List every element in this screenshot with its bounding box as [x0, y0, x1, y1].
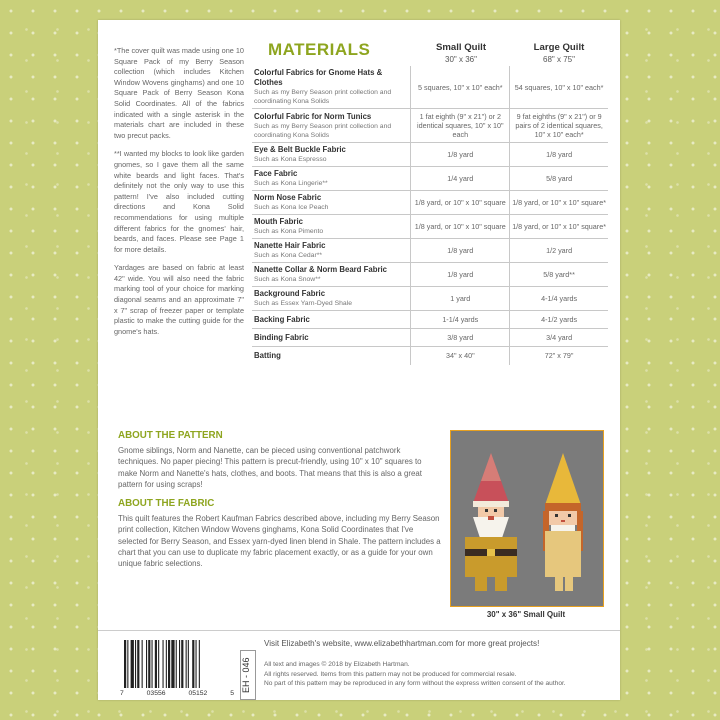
fabric-suggestion: Such as Kona Lingerie**	[254, 180, 328, 187]
fabric-suggestion: Such as Kona Cedar**	[254, 252, 323, 259]
copyright-line: All text and images © 2018 by Elizabeth Hartman.	[264, 661, 410, 668]
materials-row	[252, 191, 608, 215]
about-fabric-body: This quilt features the Robert Kaufman Fabrics described above, including my Berry Season print collection, Kitchen Window Wovens ginghams, Kona Solid Coordinates that I've selected for Berry Season, and Essex yarn-dyed linen blend in Shale. The pattern includes a chart that you can use to duplicate my fabric placement exactly, or as a guide for your own unique fabric selections.	[118, 514, 441, 569]
fabric-cell	[252, 143, 411, 167]
materials-row	[252, 263, 608, 287]
barcode-bar	[155, 640, 157, 688]
barcode-bar	[124, 640, 126, 688]
barcode-digit-group: 05152	[188, 690, 208, 697]
barcode-digit-group: 7	[120, 690, 124, 697]
barcode-bar	[127, 640, 128, 688]
small-quilt-amount: 1 yard	[411, 287, 510, 311]
fabric-suggestion: Such as my Berry Season print collection and coordinating Kona Solids	[254, 89, 392, 105]
about-pattern-body: Gnome siblings, Norm and Nanette, can be pieced using conventional patchwork techniques. No paper piecing! This pattern is precut-friendly, using 10" x 10" squares to make Norm and Nanette's hats, clothes, and boots. That means that this is also a great pattern for using scraps!	[118, 446, 422, 489]
small-quilt-amount: 1/8 yard	[411, 143, 510, 167]
footer-divider	[98, 630, 620, 631]
materials-row	[252, 215, 608, 239]
fabric-name: Background Fabric	[254, 289, 326, 298]
website-note: Visit Elizabeth's website, www.elizabethhartman.com for more great projects!	[264, 639, 540, 648]
sku-label: EH - 046	[240, 650, 256, 700]
large-quilt-dims: 68" x 75"	[543, 55, 575, 64]
large-quilt-amount: 1/8 yard	[510, 143, 608, 167]
fabric-cell	[252, 263, 411, 287]
small-quilt-amount: 1 fat eighth (9" x 21") or 2 identical squares, 10" x 10" each	[411, 109, 510, 143]
barcode-bar	[188, 640, 189, 688]
large-quilt-amount: 54 squares, 10" x 10" each*	[510, 66, 608, 109]
large-quilt-amount: 1/2 yard	[510, 239, 608, 263]
materials-row	[252, 311, 608, 329]
large-quilt-amount: 3/4 yard	[510, 329, 608, 347]
barcode-bar	[168, 640, 170, 688]
barcode-bar	[179, 640, 180, 688]
large-quilt-amount: 4-1/2 yards	[510, 311, 608, 329]
fabric-name: Face Fabric	[254, 169, 298, 178]
small-quilt-amount: 1/8 yard	[411, 263, 510, 287]
fabric-cell	[252, 311, 411, 329]
fabric-cell	[252, 215, 411, 239]
pattern-back-cover	[98, 20, 620, 700]
fabric-name: Eye & Belt Buckle Fabric	[254, 145, 346, 154]
fabric-suggestion: Such as Kona Pimento	[254, 228, 324, 235]
small-quilt-label: Small Quilt	[435, 42, 487, 53]
note-gnomes: **I wanted my blocks to look like garden gnomes, so I gave them all the same white beards and light faces. That's definitely not the only way to use this pattern! I've also included cutting directions and Kona Solid recommendations for using multiple different fabrics for the gnomes' hair, beards, and faces. Please see Page 1 for more details.	[114, 149, 244, 254]
small-quilt-amount: 3/8 yard	[411, 329, 510, 347]
small-quilt-amount: 1/8 yard, or 10" x 10" square	[411, 215, 510, 239]
note-yardage: Yardages are based on fabric at least 42" wide. You will also need the fabric marking tool of your choice for marking diagonal seams and an approximate 7" x 7" scrap of freezer paper or template plastic to make the cutting guide for the gnome's hats.	[114, 263, 244, 336]
large-quilt-label: Large Quilt	[533, 42, 585, 53]
barcode-bar	[192, 640, 194, 688]
materials-row	[252, 167, 608, 191]
small-quilt-header	[416, 42, 506, 64]
large-quilt-amount: 4-1/4 yards	[510, 287, 608, 311]
barcode-bar	[158, 640, 159, 688]
small-quilt-amount: 1-1/4 yards	[411, 311, 510, 329]
fabric-cell	[252, 239, 411, 263]
large-quilt-header	[514, 42, 604, 64]
fabric-name: Colorful Fabrics for Gnome Hats & Clothes	[254, 68, 383, 87]
large-quilt-amount: 9 fat eighths (9" x 21") or 9 pairs of 2 identical squares, 10" x 10" each*	[510, 109, 608, 143]
rights-line: All rights reserved. Items from this pattern may not be produced for commercial resale.	[264, 670, 517, 678]
barcode-digit-group: 5	[230, 690, 234, 697]
small-quilt-amount: 5 squares, 10" x 10" each*	[411, 66, 510, 109]
fabric-cell	[252, 329, 411, 347]
materials-table	[252, 66, 608, 365]
large-quilt-amount: 5/8 yard	[510, 167, 608, 191]
large-quilt-amount: 1/8 yard, or 10" x 10" square*	[510, 191, 608, 215]
materials-row	[252, 287, 608, 311]
fabric-name: Norm Nose Fabric	[254, 193, 322, 202]
fabric-cell	[252, 287, 411, 311]
small-quilt-amount: 1/8 yard	[411, 239, 510, 263]
barcode-bar	[142, 640, 143, 688]
barcode-bar	[166, 640, 167, 688]
fabric-name: Backing Fabric	[254, 314, 310, 324]
fabric-cell	[252, 167, 411, 191]
small-quilt-amount: 34" x 40"	[411, 347, 510, 365]
about-fabric-title: ABOUT THE FABRIC	[118, 498, 215, 509]
large-quilt-amount: 5/8 yard**	[510, 263, 608, 287]
barcode-bar	[171, 640, 174, 688]
fabric-name: Binding Fabric	[254, 332, 309, 342]
barcode-bar	[196, 640, 197, 688]
fabric-name: Colorful Fabric for Norm Tunics	[254, 111, 372, 121]
materials-row	[252, 143, 608, 167]
legal-text	[264, 660, 604, 689]
fabric-name: Nanette Hair Fabric	[254, 241, 326, 250]
fabric-cell	[252, 347, 411, 365]
barcode-number	[120, 690, 234, 697]
materials-row	[252, 347, 608, 365]
barcode-digit-group: 03556	[146, 690, 166, 697]
fabric-name: Nanette Collar & Norm Beard Fabric	[254, 265, 388, 274]
barcode-bar	[181, 640, 183, 688]
small-quilt-dims: 30" x 36"	[445, 55, 477, 64]
barcode-bar	[152, 640, 153, 688]
materials-row	[252, 109, 608, 143]
reproduction-line: No part of this pattern may be reproduced in any form without the express written consent of the author.	[264, 680, 566, 687]
fabric-name: Batting	[254, 350, 281, 360]
notes-column	[114, 46, 244, 345]
fabric-cell	[252, 109, 411, 143]
fabric-suggestion: Such as Kona Espresso	[254, 156, 327, 163]
large-quilt-amount: 1/8 yard, or 10" x 10" square*	[510, 215, 608, 239]
materials-row	[252, 239, 608, 263]
fabric-suggestion: Such as my Berry Season print collection and coordinating Kona Solids	[254, 122, 392, 139]
fabric-suggestion: Such as Kona Snow**	[254, 276, 321, 283]
fabric-suggestion: Such as Kona Ice Peach	[254, 204, 329, 211]
barcode-bar	[137, 640, 139, 688]
materials-title: MATERIALS	[268, 40, 371, 59]
fabric-name: Mouth Fabric	[254, 217, 303, 226]
fabric-cell	[252, 191, 411, 215]
barcode-bar	[199, 640, 200, 688]
barcode-bar	[148, 640, 150, 688]
materials-row	[252, 66, 608, 109]
note-cover-quilt: *The cover quilt was made using one 10 Square Pack of my Berry Season collection (which includes Kitchen Window Wovens ginghams) and one 10 Square Pack of Berry Season Kona Solid Coordinates. All of the fabrics indicated with a single asterisk in the materials chart are included in these two precut packs.	[114, 46, 244, 140]
barcode-bar	[186, 640, 187, 688]
barcode-bar	[131, 640, 134, 688]
materials-row	[252, 329, 608, 347]
fabric-cell	[252, 66, 411, 109]
barcode-bar	[146, 640, 147, 688]
small-quilt-amount: 1/4 yard	[411, 167, 510, 191]
fabric-suggestion: Such as Essex Yarn-Dyed Shale	[254, 300, 352, 307]
small-quilt-amount: 1/8 yard, or 10" x 10" square	[411, 191, 510, 215]
about-pattern-title: ABOUT THE PATTERN	[118, 430, 223, 441]
quilt-caption: 30" x 36" Small Quilt	[486, 610, 566, 619]
barcode-bar	[135, 640, 136, 688]
barcode-bar	[176, 640, 177, 688]
quilt-photo	[450, 430, 604, 607]
large-quilt-amount: 72" x 79"	[544, 351, 574, 361]
barcode-bar	[163, 640, 164, 688]
